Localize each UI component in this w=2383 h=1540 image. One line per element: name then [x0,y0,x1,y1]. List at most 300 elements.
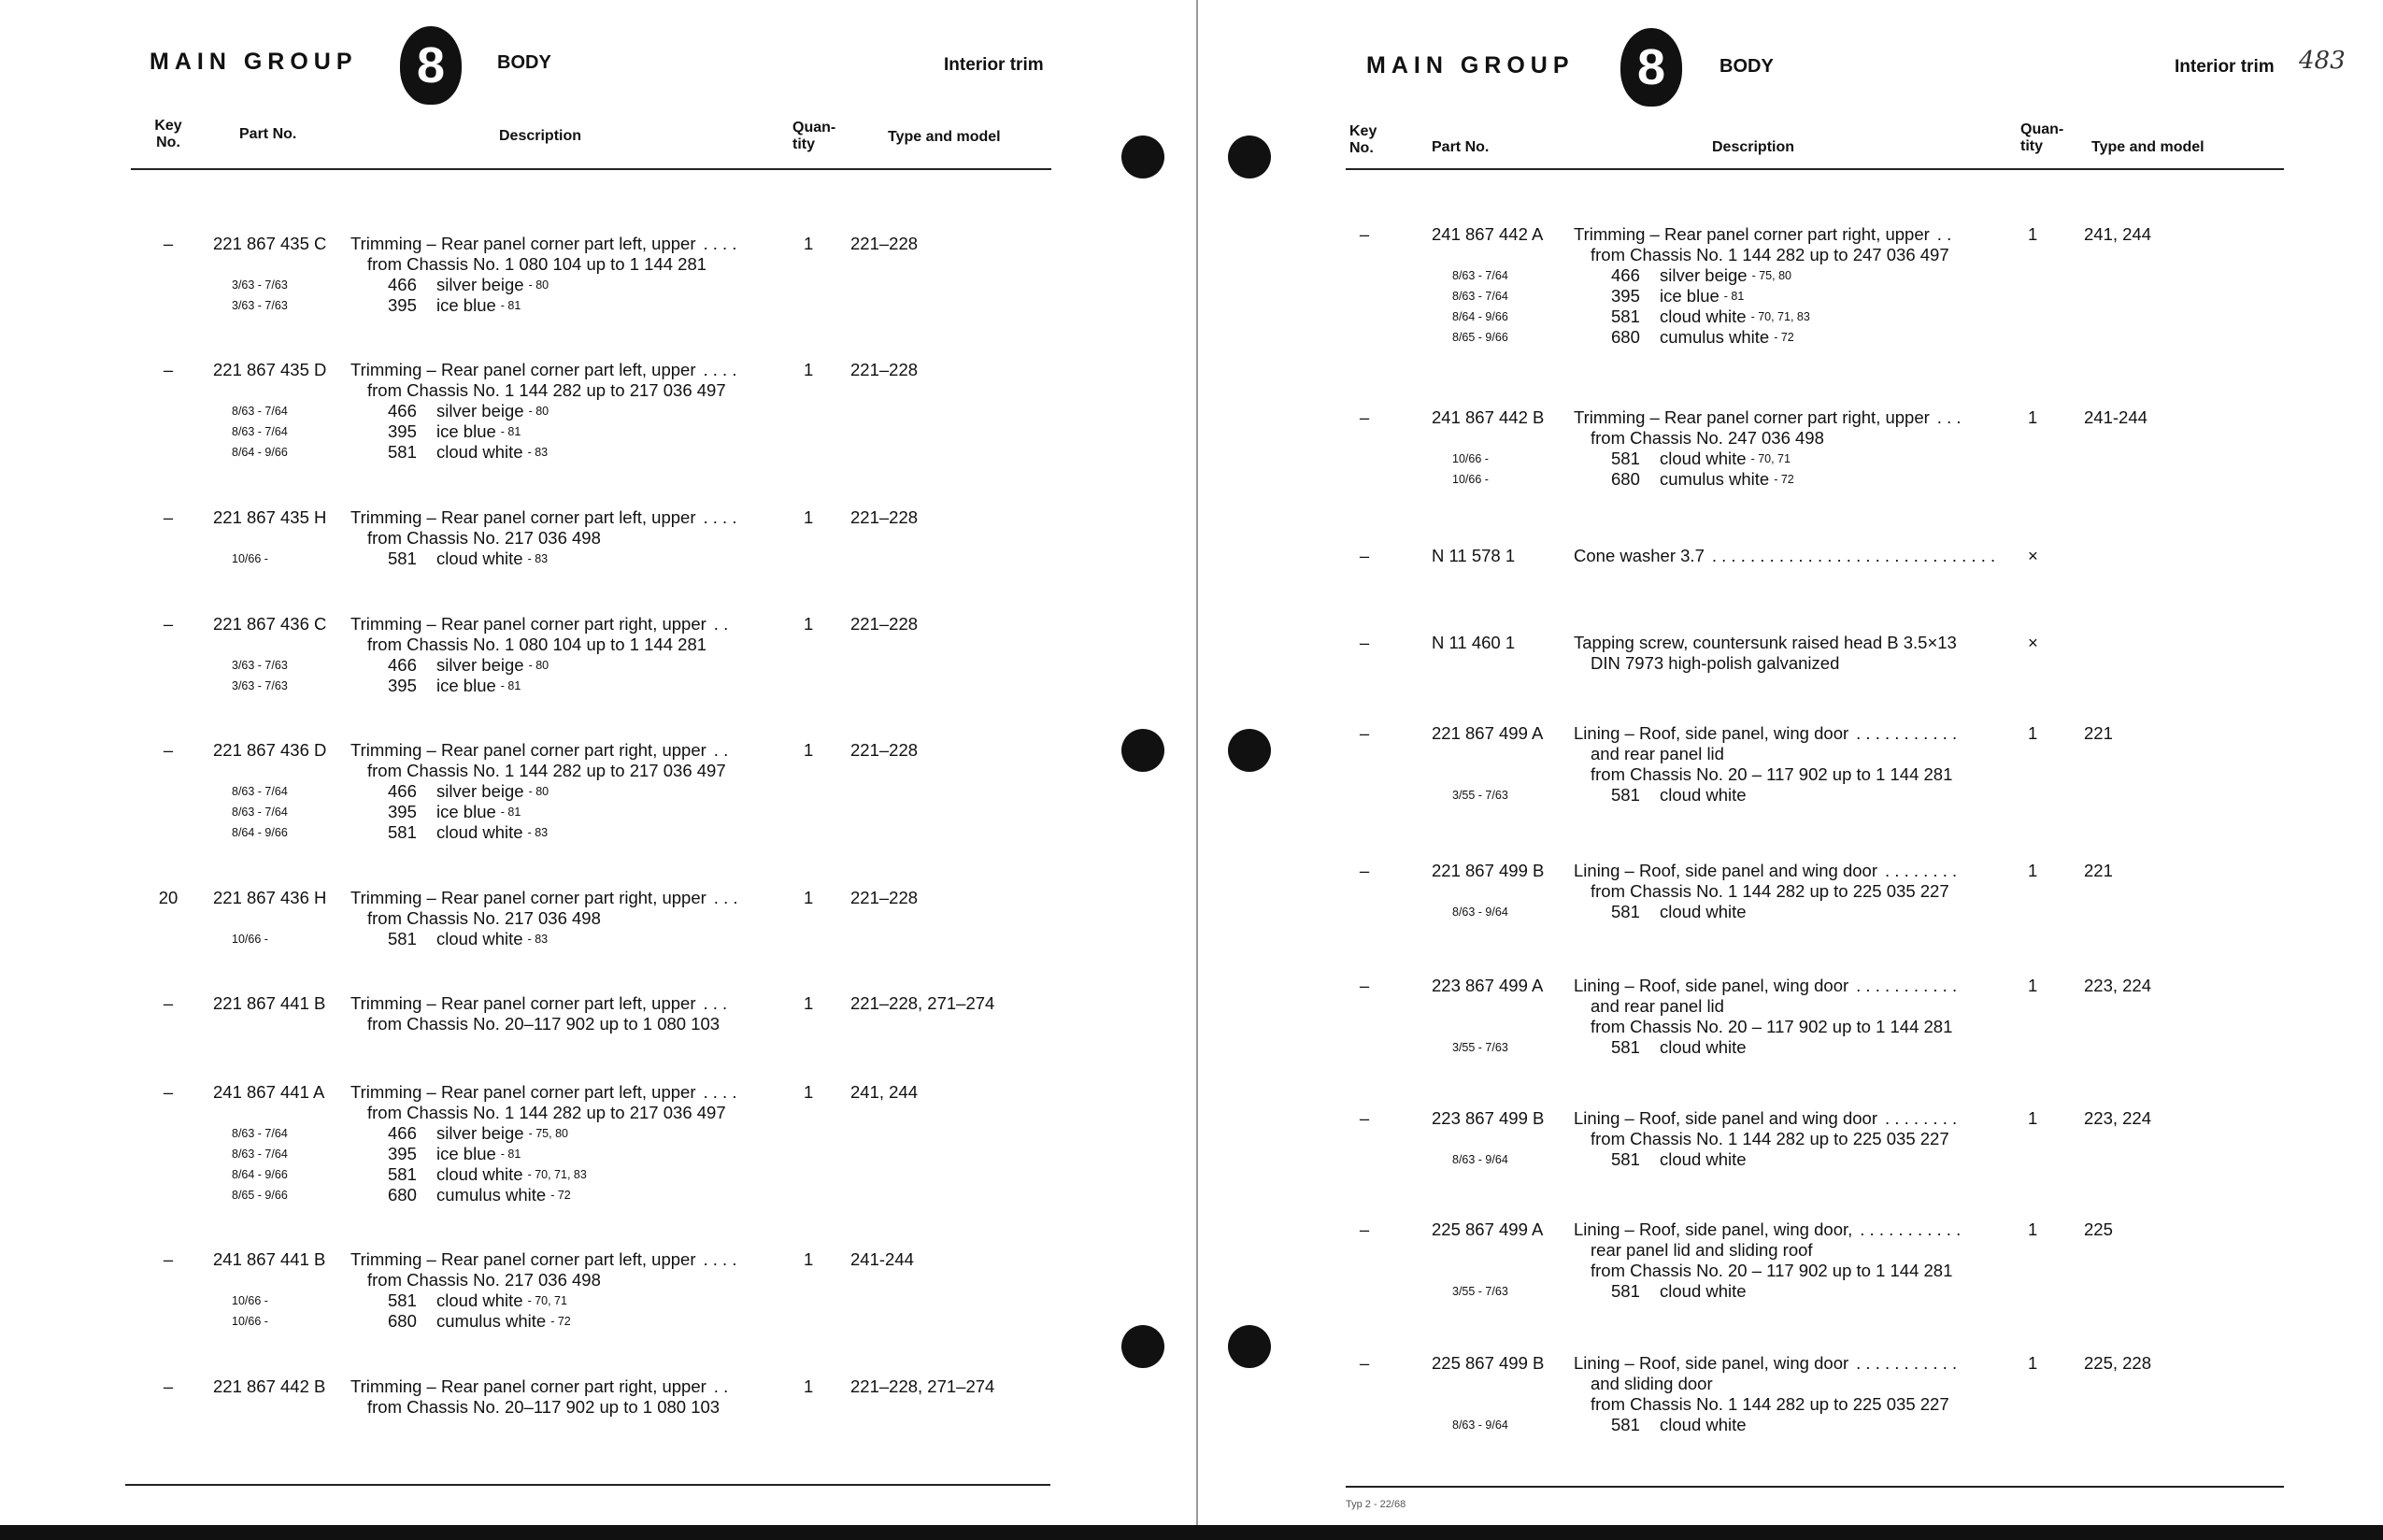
quantity: 1 [2028,1353,2038,1373]
key-number: 20 [158,888,178,907]
color-variant [350,1185,736,1205]
color-code: 581 [388,549,417,568]
color-note: - 81 [500,299,521,312]
color-code: 466 [388,401,417,421]
part-description [350,507,736,569]
key-number: – [1359,1353,1370,1373]
color-name: ice blue [436,802,496,821]
date-range: 10/66 - [1452,473,1489,486]
part-number: N 11 578 1 [1432,546,1516,565]
date-range: 8/64 - 9/66 [232,1168,288,1181]
description-line: rear panel lid and sliding roof [1591,1240,1813,1260]
color-variant [350,1311,736,1332]
leader-dots: . . . . . . . . . . . [1856,723,1958,743]
color-variant [350,401,736,421]
col-description: Description [1712,139,1795,155]
footer-rule [125,1484,1050,1486]
quantity: 1 [804,360,814,379]
date-range: 8/63 - 7/64 [232,806,288,819]
part-number: 225 867 499 B [1432,1353,1545,1373]
description-title: Trimming – Rear panel corner part left, upper [350,993,696,1013]
binder-hole [1121,729,1164,772]
date-range: 8/63 - 9/64 [1452,1153,1508,1166]
color-code: 581 [1611,1037,1640,1057]
date-range-column [232,929,268,949]
description-title: Cone washer 3.7 [1574,546,1705,565]
key-number: – [1359,633,1370,652]
header-rule [131,168,1051,170]
color-name: cumulus white [1660,327,1770,347]
color-code: 680 [388,1311,417,1331]
date-range-column [232,1290,268,1332]
color-variant [350,1144,736,1164]
color-code: 395 [388,676,417,695]
color-name: cloud white [1660,1149,1747,1169]
type-model: 241-244 [2084,407,2148,427]
part-number: 241 867 441 A [213,1082,325,1102]
color-name: cloud white [1660,1281,1747,1301]
color-note: - 72 [550,1315,571,1328]
group-number-badge: 8 [1620,28,1682,107]
color-note: - 70, 71, 83 [1750,310,1810,323]
section-title: Interior trim [2175,57,2275,77]
quantity: 1 [2028,723,2038,743]
part-number: 223 867 499 B [1432,1108,1545,1128]
color-variant [350,1123,736,1144]
date-range: 8/63 - 7/64 [232,1148,288,1161]
color-code: 581 [1611,1415,1640,1434]
description-line: from Chassis No. 20 – 117 902 up to 1 144 281 [1591,1017,1953,1036]
quantity: × [2028,633,2038,652]
footer-rule [1346,1486,2284,1488]
color-name: cloud white [1660,307,1747,326]
color-variant [350,1164,736,1185]
description-title: Lining – Roof, side panel and wing door [1574,1108,1878,1128]
description-title: Tapping screw, countersunk raised head B 3.5×13 [1574,633,1957,652]
col-key-no: Key No. [1349,123,1377,156]
part-description [1574,546,1995,566]
color-code: 395 [388,1144,417,1163]
color-code: 581 [388,929,417,948]
color-variant [350,295,736,316]
date-range: 3/63 - 7/63 [232,299,288,312]
quantity: 1 [2028,407,2038,427]
date-range: 3/63 - 7/63 [232,278,288,292]
type-model: 221–228 [850,740,919,760]
key-number: – [163,993,174,1013]
color-code: 680 [388,1185,417,1205]
color-name: silver beige [1660,265,1748,285]
header-rule [1346,168,2284,170]
scan-edge [0,1525,2383,1540]
color-note: - 70, 71 [1750,452,1791,465]
quantity: 1 [804,1082,814,1102]
color-code: 395 [388,802,417,821]
col-quantity: Quan- tity [792,120,836,152]
color-name: cloud white [436,822,523,842]
date-range: 8/63 - 7/64 [232,1127,288,1140]
color-variant [350,676,728,696]
description-title: Trimming – Rear panel corner part left, upper [350,1082,696,1102]
color-variant [1574,902,1957,922]
color-note: - 72 [1774,331,1794,344]
description-line: from Chassis No. 1 144 282 up to 225 035 227 [1591,1129,1949,1148]
type-model: 223, 224 [2084,1108,2152,1128]
color-name: ice blue [1660,286,1719,306]
color-variant [1574,265,1951,286]
date-range-column [232,401,288,463]
key-number: – [163,234,174,253]
quantity: 1 [804,740,814,760]
color-name: ice blue [436,295,496,315]
color-note: - 72 [1774,473,1794,486]
leader-dots: . . . . . . . . [1885,861,1958,880]
color-name: ice blue [436,1144,496,1163]
leader-dots: . . . . . . . . [1885,1108,1958,1128]
type-model: 221 [2084,861,2113,880]
description-title: Trimming – Rear panel corner part right, upper [350,740,706,760]
color-name: silver beige [436,655,524,675]
key-number: – [1359,1219,1370,1239]
group-number-badge: 8 [400,26,462,105]
col-part-no: Part No. [1432,139,1490,155]
quantity: 1 [804,614,814,634]
col-type-model: Type and model [888,129,1001,145]
color-code: 466 [388,781,417,801]
date-range: 3/63 - 7/63 [232,679,288,692]
color-code: 466 [388,275,417,294]
description-title: Trimming – Rear panel corner part right, upper [350,888,706,907]
color-name: cloud white [436,1290,523,1310]
color-variant [1574,286,1951,307]
date-range: 3/63 - 7/63 [232,659,288,672]
color-variant [350,442,736,463]
binder-hole [1228,135,1271,178]
leader-dots: . . . . . . . . . . . . . . . . . . . . . . . . . . . . . . [1711,546,1996,565]
description-line: from Chassis No. 1 144 282 up to 225 035 227 [1591,881,1949,901]
color-note: - 80 [528,659,549,672]
date-range-column [1452,1415,1508,1435]
description-title: Trimming – Rear panel corner part left, upper [350,360,696,379]
right-page [1198,0,2383,1525]
description-line: and sliding door [1591,1374,1713,1393]
part-number: 241 867 442 B [1432,407,1545,427]
key-number: – [1359,976,1370,995]
description-line: from Chassis No. 247 036 498 [1591,428,1824,448]
date-range: 8/64 - 9/66 [1452,310,1508,323]
color-name: cloud white [436,1164,523,1184]
color-code: 395 [388,295,417,315]
date-range-column [1452,449,1489,490]
part-number: 221 867 499 B [1432,861,1545,880]
key-number: – [1359,224,1370,244]
part-description [1574,723,1957,806]
color-variant [1574,1149,1957,1170]
binder-hole [1228,729,1271,772]
description-title: Trimming – Rear panel corner part right, upper [350,1376,706,1396]
part-description [1574,224,1951,348]
color-note: - 80 [528,405,549,418]
date-range-column [232,781,288,843]
part-number: 223 867 499 A [1432,976,1544,995]
date-range: 8/63 - 9/64 [1452,905,1508,919]
color-name: cloud white [1660,902,1747,921]
col-type-model: Type and model [2091,139,2205,155]
description-title: Trimming – Rear panel corner part left, upper [350,234,696,253]
color-code: 395 [1611,286,1640,306]
color-note: - 83 [527,446,549,459]
quantity: 1 [2028,976,2038,995]
color-note: - 83 [527,826,549,839]
part-description [350,1249,736,1332]
col-quantity: Quan- tity [2020,121,2064,154]
description-line: from Chassis No. 20 – 117 902 up to 1 144 281 [1591,1261,1953,1280]
main-group-label: MAIN GROUP [1366,52,1575,78]
color-note: - 70, 71, 83 [527,1168,587,1181]
type-model: 221 [2084,723,2113,743]
group-name: BODY [497,52,551,73]
color-variant [350,781,728,802]
color-code: 581 [388,1290,417,1310]
description-line: from Chassis No. 217 036 498 [367,908,601,928]
date-range: 3/55 - 7/63 [1452,1041,1508,1054]
description-line: from Chassis No. 20–117 902 up to 1 080 103 [367,1397,721,1417]
part-number: 221 867 442 B [213,1376,326,1396]
color-variant [350,421,736,442]
description-title: Lining – Roof, side panel and wing door [1574,861,1878,880]
part-description [350,1082,736,1205]
leader-dots: . . . [713,888,738,907]
color-note: - 83 [527,933,549,946]
color-variant [1574,307,1951,327]
part-description [350,740,728,843]
description-line: from Chassis No. 1 144 282 up to 217 036 497 [367,761,726,780]
color-name: cloud white [1660,785,1747,805]
leader-dots: . . . . . . . . . . . [1860,1219,1962,1239]
leader-dots: . . . [1936,407,1962,427]
part-number: 221 867 499 A [1432,723,1544,743]
color-name: cloud white [1660,449,1747,468]
col-part-no: Part No. [239,126,297,142]
part-number: 241 867 441 B [213,1249,326,1269]
date-range-column [232,1123,288,1205]
quantity: 1 [804,507,814,527]
date-range: 8/63 - 7/64 [232,425,288,438]
key-number: – [1359,407,1370,427]
color-note: - 70, 71 [527,1294,567,1307]
quantity: 1 [2028,861,2038,880]
color-code: 581 [1611,1149,1640,1169]
part-description [350,993,727,1034]
type-model: 241, 244 [2084,224,2152,244]
quantity: 1 [804,234,814,253]
leader-dots: . . [713,740,729,760]
quantity: 1 [804,1249,814,1269]
part-number: 225 867 499 A [1432,1219,1544,1239]
color-code: 581 [1611,1281,1640,1301]
date-range: 10/66 - [232,1294,268,1307]
leader-dots: . . . . . . . . . . . [1856,1353,1958,1373]
quantity: 1 [804,993,814,1013]
type-model: 221–228 [850,360,919,379]
leader-dots: . . [1936,224,1952,244]
type-model: 221–228, 271–274 [850,1376,995,1396]
description-line: from Chassis No. 1 144 282 up to 217 036 497 [367,380,726,400]
date-range: 10/66 - [232,1315,268,1328]
date-range: 8/63 - 7/64 [1452,269,1508,282]
color-code: 395 [388,421,417,441]
key-number: – [163,740,174,760]
part-description [1574,633,1957,674]
color-variant [350,802,728,822]
leader-dots: . . [713,1376,729,1396]
color-code: 581 [388,442,417,462]
date-range-column [232,655,288,696]
color-name: cloud white [436,442,523,462]
color-note: - 81 [500,806,521,819]
color-note: - 75, 80 [1751,269,1791,282]
color-variant [1574,449,1962,469]
date-range-column [232,275,288,316]
description-title: Trimming – Rear panel corner part left, upper [350,1249,696,1269]
color-code: 466 [388,655,417,675]
col-description: Description [499,128,582,144]
color-note: - 81 [1723,290,1745,303]
date-range-column [1452,265,1508,348]
description-title: Trimming – Rear panel corner part right, upper [1574,224,1930,244]
color-note: - 83 [527,552,549,565]
description-line: from Chassis No. 1 144 282 up to 247 036 497 [1591,245,1949,264]
color-variant [1574,327,1951,348]
type-model: 225, 228 [2084,1353,2152,1373]
color-name: cloud white [1660,1415,1747,1434]
description-title: Lining – Roof, side panel, wing door [1574,1353,1849,1373]
part-number: 221 867 436 C [213,614,327,634]
description-title: Lining – Roof, side panel, wing door [1574,723,1849,743]
part-number: N 11 460 1 [1432,633,1516,652]
date-range-column [1452,785,1508,806]
key-number: – [163,1376,174,1396]
description-line: from Chassis No. 20 – 117 902 up to 1 144 281 [1591,764,1953,784]
color-name: cumulus white [436,1185,547,1205]
description-line: from Chassis No. 20–117 902 up to 1 080 103 [367,1014,721,1034]
key-number: – [163,614,174,634]
part-description [1574,861,1957,922]
group-name: BODY [1719,56,1774,77]
color-variant [350,275,736,295]
date-range: 8/63 - 7/64 [232,405,288,418]
color-note: - 80 [528,785,549,798]
date-range: 8/64 - 9/66 [232,826,288,839]
col-key-no: Key No. [154,118,182,150]
leader-dots: . . . . [703,1249,737,1269]
color-note: - 80 [528,278,549,292]
part-number: 221 867 435 H [213,507,327,527]
leader-dots: . . [713,614,729,634]
part-description [350,888,738,949]
description-title: Trimming – Rear panel corner part right, upper [1574,407,1930,427]
date-range: 8/63 - 7/64 [1452,290,1508,303]
color-variant [350,549,736,569]
date-range-column [232,549,268,569]
page-number: 483 [2299,47,2346,75]
leader-dots: . . . . [703,1082,737,1102]
key-number: – [163,507,174,527]
type-model: 221–228, 271–274 [850,993,995,1013]
quantity: 1 [2028,1219,2038,1239]
type-model: 225 [2084,1219,2113,1239]
type-model: 221–228 [850,888,919,907]
part-description [1574,1353,1957,1435]
color-name: silver beige [436,1123,524,1143]
part-description [350,360,736,463]
color-variant [350,929,738,949]
quantity: 1 [804,1376,814,1396]
type-model: 221–228 [850,234,919,253]
description-line: from Chassis No. 1 080 104 up to 1 144 281 [367,254,707,274]
part-number: 221 867 435 C [213,234,327,253]
binder-hole [1228,1325,1271,1368]
color-code: 581 [1611,307,1640,326]
part-number: 241 867 442 A [1432,224,1544,244]
color-note: - 81 [500,425,521,438]
color-name: ice blue [436,421,496,441]
binder-hole [1121,1325,1164,1368]
color-code: 680 [1611,469,1640,489]
description-title: Lining – Roof, side panel, wing door [1574,976,1849,995]
date-range: 10/66 - [232,552,268,565]
color-variant [1574,1037,1957,1058]
date-range: 10/66 - [1452,452,1489,465]
key-number: – [1359,1108,1370,1128]
date-range: 8/63 - 9/64 [1452,1419,1508,1432]
color-name: cloud white [436,929,523,948]
quantity: 1 [2028,224,2038,244]
date-range-column [1452,902,1508,922]
key-number: – [163,360,174,379]
key-number: – [163,1082,174,1102]
leader-dots: . . . . [703,234,737,253]
description-line: from Chassis No. 1 080 104 up to 1 144 281 [367,635,707,654]
date-range-column [1452,1149,1508,1170]
type-model: 221–228 [850,507,919,527]
description-title: Lining – Roof, side panel, wing door, [1574,1219,1853,1239]
part-description [1574,976,1957,1058]
part-description [350,1376,728,1418]
date-range: 10/66 - [232,933,268,946]
binder-hole [1121,135,1164,178]
key-number: – [1359,861,1370,880]
part-description [1574,407,1962,490]
key-number: – [1359,723,1370,743]
part-description [1574,1108,1957,1170]
color-code: 581 [1611,902,1640,921]
color-code: 581 [388,1164,417,1184]
description-line: from Chassis No. 217 036 498 [367,528,601,548]
type-model: 241-244 [850,1249,914,1269]
description-title: Trimming – Rear panel corner part left, upper [350,507,696,527]
quantity: 1 [804,888,814,907]
color-code: 581 [1611,785,1640,805]
date-range-column [1452,1281,1508,1302]
part-description [350,614,728,696]
part-description [350,234,736,316]
color-code: 466 [1611,265,1640,285]
leader-dots: . . . [703,993,728,1013]
quantity: × [2028,546,2038,565]
color-variant [1574,1281,1961,1302]
part-number: 221 867 435 D [213,360,327,379]
